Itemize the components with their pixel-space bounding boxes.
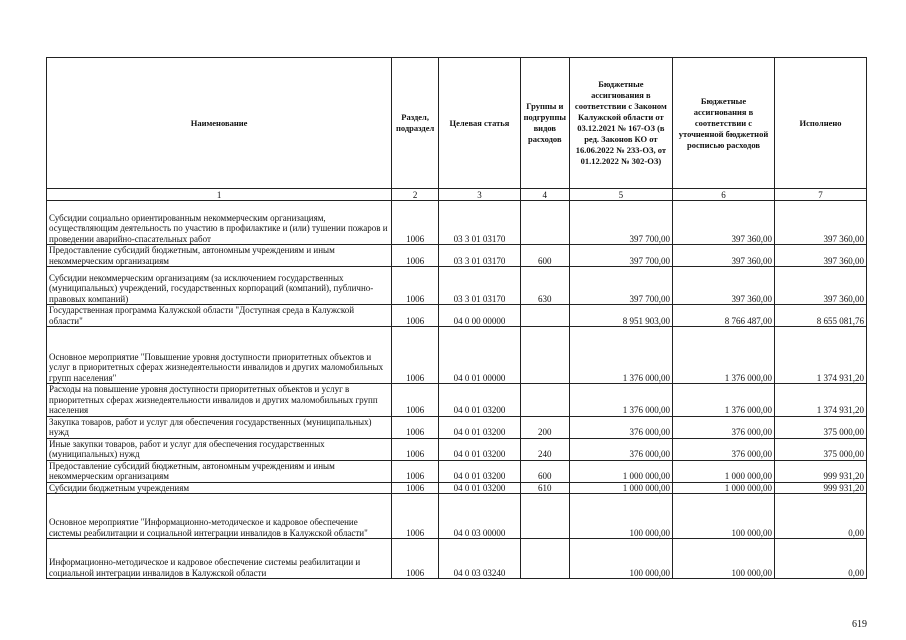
row-refined-amount: 8 766 487,00 bbox=[672, 305, 774, 327]
row-group bbox=[520, 327, 569, 384]
header-executed: Исполнено bbox=[775, 58, 867, 189]
row-refined-amount: 1 376 000,00 bbox=[672, 327, 774, 384]
row-executed-amount: 0,00 bbox=[775, 539, 867, 579]
column-number: 6 bbox=[672, 189, 774, 201]
header-target: Целевая статья bbox=[439, 58, 521, 189]
row-refined-amount: 376 000,00 bbox=[672, 416, 774, 438]
row-name: Субсидии бюджетным учреждениям bbox=[47, 482, 392, 494]
row-section: 1006 bbox=[392, 460, 439, 482]
row-name: Иные закупки товаров, работ и услуг для обеспечения государственных (муниципальных) нужд bbox=[47, 438, 392, 460]
budget-table bbox=[46, 57, 867, 579]
row-section: 1006 bbox=[392, 539, 439, 579]
row-target: 04 0 01 03200 bbox=[439, 438, 521, 460]
row-refined-amount: 1 000 000,00 bbox=[672, 460, 774, 482]
table-row bbox=[47, 384, 867, 417]
row-executed-amount: 375 000,00 bbox=[775, 416, 867, 438]
row-group: 610 bbox=[520, 482, 569, 494]
row-group bbox=[520, 384, 569, 417]
row-executed-amount: 8 655 081,76 bbox=[775, 305, 867, 327]
row-law-amount: 1 376 000,00 bbox=[569, 327, 672, 384]
row-name: Информационно-методическое и кадровое обеспечение системы реабилитации и социальной интеграции инвалидов в Калужской области bbox=[47, 539, 392, 579]
row-law-amount: 1 376 000,00 bbox=[569, 384, 672, 417]
row-executed-amount: 375 000,00 bbox=[775, 438, 867, 460]
table-row bbox=[47, 460, 867, 482]
row-executed-amount: 397 360,00 bbox=[775, 245, 867, 267]
column-number: 7 bbox=[775, 189, 867, 201]
row-group bbox=[520, 305, 569, 327]
row-group bbox=[520, 201, 569, 245]
header-row bbox=[47, 58, 867, 189]
row-refined-amount: 100 000,00 bbox=[672, 539, 774, 579]
column-number: 1 bbox=[47, 189, 392, 201]
row-group bbox=[520, 539, 569, 579]
table-row bbox=[47, 305, 867, 327]
row-section: 1006 bbox=[392, 245, 439, 267]
row-law-amount: 1 000 000,00 bbox=[569, 482, 672, 494]
row-name: Предоставление субсидий бюджетным, автономным учреждениям и иным некоммерческим организациям bbox=[47, 460, 392, 482]
row-executed-amount: 1 374 931,20 bbox=[775, 327, 867, 384]
column-number: 4 bbox=[520, 189, 569, 201]
row-group: 240 bbox=[520, 438, 569, 460]
row-name: Субсидии социально ориентированным некоммерческим организациям, осуществляющим деятельность по участию в профилактике и (или) тушении пожаров и проведении аварийно-спасательных работ bbox=[47, 201, 392, 245]
row-law-amount: 100 000,00 bbox=[569, 539, 672, 579]
row-refined-amount: 1 000 000,00 bbox=[672, 482, 774, 494]
row-executed-amount: 397 360,00 bbox=[775, 267, 867, 305]
row-section: 1006 bbox=[392, 482, 439, 494]
row-section: 1006 bbox=[392, 438, 439, 460]
table-row bbox=[47, 438, 867, 460]
row-refined-amount: 376 000,00 bbox=[672, 438, 774, 460]
row-name: Закупка товаров, работ и услуг для обеспечения государственных (муниципальных) нужд bbox=[47, 416, 392, 438]
row-name: Основное мероприятие "Повышение уровня доступности приоритетных объектов и услуг в приоритетных сферах жизнедеятельности инвалидов и других маломобильных групп населения" bbox=[47, 327, 392, 384]
row-group: 200 bbox=[520, 416, 569, 438]
row-section: 1006 bbox=[392, 305, 439, 327]
row-target: 04 0 01 03200 bbox=[439, 384, 521, 417]
header-groups: Группы и подгруппы видов расходов bbox=[520, 58, 569, 189]
row-section: 1006 bbox=[392, 201, 439, 245]
table-row bbox=[47, 482, 867, 494]
column-number-row bbox=[47, 189, 867, 201]
row-law-amount: 397 700,00 bbox=[569, 201, 672, 245]
row-law-amount: 8 951 903,00 bbox=[569, 305, 672, 327]
table-row bbox=[47, 539, 867, 579]
column-number: 2 bbox=[392, 189, 439, 201]
row-group bbox=[520, 494, 569, 539]
row-executed-amount: 397 360,00 bbox=[775, 201, 867, 245]
column-number: 3 bbox=[439, 189, 521, 201]
table-row bbox=[47, 416, 867, 438]
row-target: 04 0 01 03200 bbox=[439, 416, 521, 438]
header-law: Бюджетные ассигнования в соответствии с Законом Калужской области от 03.12.2021 № 167-ОЗ (в ред. Законов КО от 16.06.2022 № 233-ОЗ, от 01.12.2022 № 302-ОЗ) bbox=[569, 58, 672, 189]
row-executed-amount: 1 374 931,20 bbox=[775, 384, 867, 417]
row-law-amount: 1 000 000,00 bbox=[569, 460, 672, 482]
row-target: 04 0 03 00000 bbox=[439, 494, 521, 539]
row-refined-amount: 100 000,00 bbox=[672, 494, 774, 539]
row-section: 1006 bbox=[392, 494, 439, 539]
row-law-amount: 376 000,00 bbox=[569, 438, 672, 460]
column-number: 5 bbox=[569, 189, 672, 201]
row-law-amount: 397 700,00 bbox=[569, 245, 672, 267]
row-target: 04 0 00 00000 bbox=[439, 305, 521, 327]
row-name: Субсидии некоммерческим организациям (за исключением государственных (муниципальных) учреждений, государственных корпораций (компаний), публично-правовых компаний) bbox=[47, 267, 392, 305]
row-refined-amount: 397 360,00 bbox=[672, 245, 774, 267]
table-row bbox=[47, 494, 867, 539]
row-target: 03 3 01 03170 bbox=[439, 267, 521, 305]
header-refined: Бюджетные ассигнования в соответствии с уточненной бюджетной росписью расходов bbox=[672, 58, 774, 189]
row-section: 1006 bbox=[392, 327, 439, 384]
row-target: 04 0 01 00000 bbox=[439, 327, 521, 384]
row-section: 1006 bbox=[392, 384, 439, 417]
row-name: Государственная программа Калужской области "Доступная среда в Калужской области" bbox=[47, 305, 392, 327]
row-law-amount: 397 700,00 bbox=[569, 267, 672, 305]
row-executed-amount: 0,00 bbox=[775, 494, 867, 539]
row-target: 04 0 03 03240 bbox=[439, 539, 521, 579]
row-name: Расходы на повышение уровня доступности приоритетных объектов и услуг в приоритетных сферах жизнедеятельности инвалидов и других маломобильных групп населения bbox=[47, 384, 392, 417]
table-row bbox=[47, 245, 867, 267]
table-row bbox=[47, 267, 867, 305]
row-refined-amount: 397 360,00 bbox=[672, 267, 774, 305]
row-law-amount: 376 000,00 bbox=[569, 416, 672, 438]
row-name: Основное мероприятие "Информационно-методическое и кадровое обеспечение системы реабилитации и социальной интеграции инвалидов в Калужской области" bbox=[47, 494, 392, 539]
row-target: 04 0 01 03200 bbox=[439, 460, 521, 482]
row-executed-amount: 999 931,20 bbox=[775, 482, 867, 494]
row-target: 04 0 01 03200 bbox=[439, 482, 521, 494]
row-refined-amount: 1 376 000,00 bbox=[672, 384, 774, 417]
row-target: 03 3 01 03170 bbox=[439, 245, 521, 267]
table-row bbox=[47, 201, 867, 245]
row-group: 630 bbox=[520, 267, 569, 305]
row-section: 1006 bbox=[392, 267, 439, 305]
row-section: 1006 bbox=[392, 416, 439, 438]
row-refined-amount: 397 360,00 bbox=[672, 201, 774, 245]
table-row bbox=[47, 327, 867, 384]
row-group: 600 bbox=[520, 460, 569, 482]
row-law-amount: 100 000,00 bbox=[569, 494, 672, 539]
row-group: 600 bbox=[520, 245, 569, 267]
page-number: 619 bbox=[852, 619, 867, 630]
row-executed-amount: 999 931,20 bbox=[775, 460, 867, 482]
row-name: Предоставление субсидий бюджетным, автономным учреждениям и иным некоммерческим организациям bbox=[47, 245, 392, 267]
header-name: Наименование bbox=[47, 58, 392, 189]
header-section: Раздел, подраздел bbox=[392, 58, 439, 189]
row-target: 03 3 01 03170 bbox=[439, 201, 521, 245]
